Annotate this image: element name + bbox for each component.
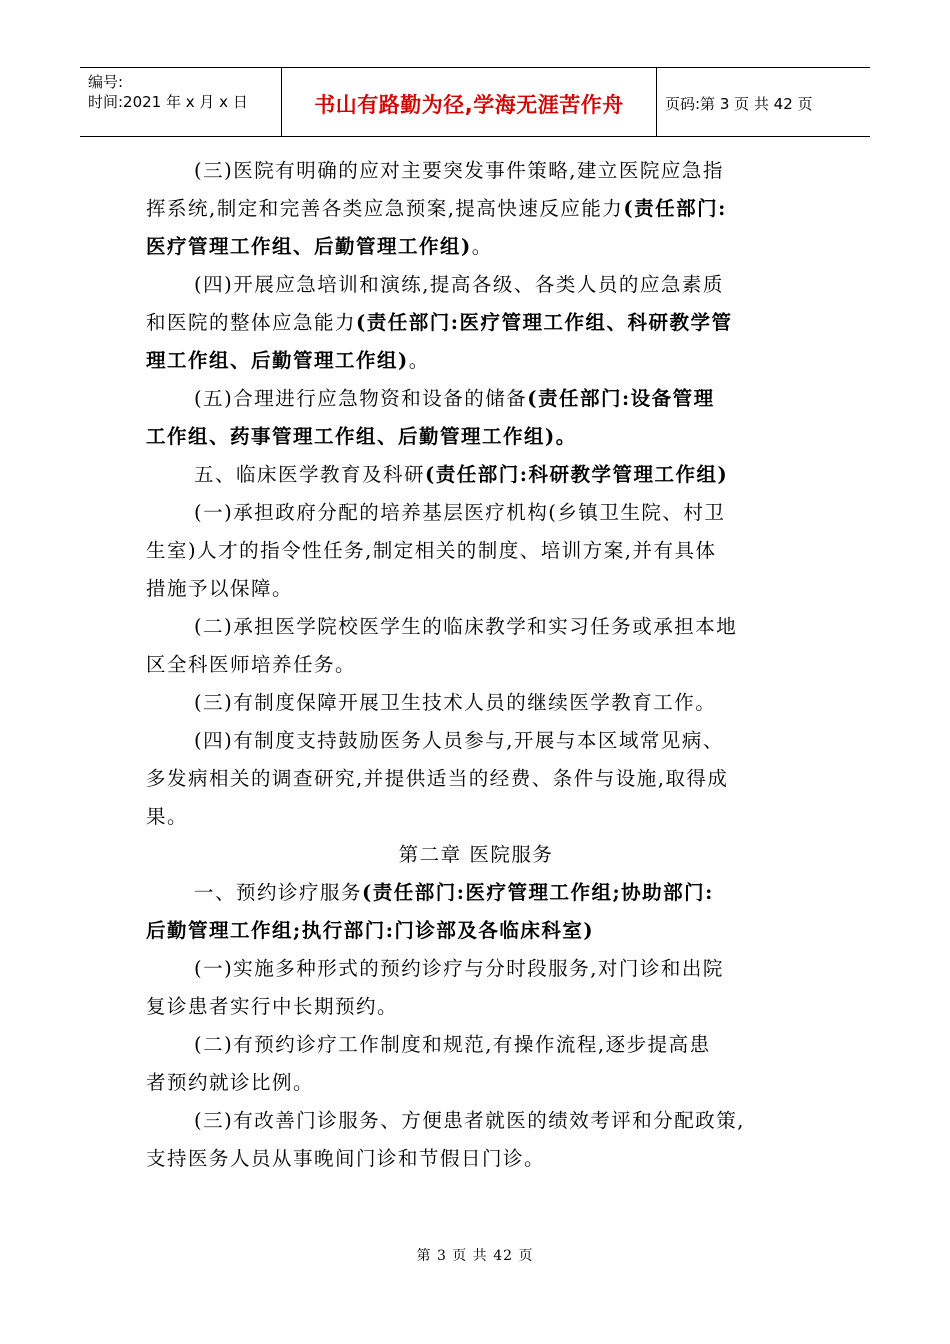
header-number: 编号: [88,73,124,91]
text-segment: (二)有预约诊疗工作制度和规范,有操作流程,逐步提高患 [194,1033,711,1056]
paragraph-line [146,304,806,342]
text-segment: 支持医务人员从事晚间门诊和节假日门诊。 [146,1147,546,1170]
text-segment: (五)合理进行应急物资和设备的储备 [194,387,528,410]
paragraph-line [146,1026,806,1064]
paragraph-line [146,760,806,798]
bold-text-segment: 工作组、药事管理工作组、后勤管理工作组)。 [146,425,577,448]
paragraph-line [146,266,806,304]
text-segment: 多发病相关的调查研究,并提供适当的经费、条件与设施,取得成 [146,767,729,790]
paragraph-line [146,532,806,570]
text-segment: (四)有制度支持鼓励医务人员参与,开展与本区域常见病、 [194,729,724,752]
bold-text-segment: (责任部门:医疗管理工作组、科研教学管 [356,311,733,334]
bold-text-segment: (责任部门:医疗管理工作组;协助部门: [362,881,714,904]
paragraph-line [146,228,806,266]
paragraph-line [146,494,806,532]
text-segment: 区全科医师培养任务。 [146,653,357,676]
paragraph-line [146,798,806,836]
paragraph-line [146,646,806,684]
paragraph-line [146,1140,806,1178]
paragraph-line [146,912,806,950]
header-page-number: 页码:第 3 页 共 42 页 [665,94,813,113]
text-segment: (三)有制度保障开展卫生技术人员的继续医学教育工作。 [194,691,717,714]
text-segment: (四)开展应急培训和演练,提高各级、各类人员的应急素质 [194,273,724,296]
text-segment: 者预约就诊比例。 [146,1071,315,1094]
paragraph-line [146,988,806,1026]
section-heading [146,456,806,494]
text-segment: 和医院的整体应急能力 [146,311,357,334]
bold-text-segment: 理工作组、后勤管理工作组) [146,349,409,372]
paragraph-line [146,1102,806,1140]
paragraph-line [146,1064,806,1102]
text-segment: (二)承担医学院校医学生的临床教学和实习任务或承担本地 [194,615,738,638]
paragraph-line [146,570,806,608]
header-time: 时间:2021 年 x 月 x 日 [88,93,248,111]
paragraph-line [146,152,806,190]
section-heading [146,874,806,912]
text-segment: 措施予以保障。 [146,577,294,600]
document-body [146,152,806,1178]
bold-text-segment: (责任部门: [623,197,727,220]
bold-text-segment: (责任部门:科研教学管理工作组) [425,463,729,486]
header-motto: 书山有路勤为径,学海无涯苦作舟 [282,68,657,136]
paragraph-line [146,418,806,456]
bold-text-segment: 后勤管理工作组;执行部门:门诊部及各临床科室) [146,919,595,942]
paragraph-line [146,684,806,722]
text-segment: 挥系统,制定和完善各类应急预案,提高快速反应能力 [146,197,624,220]
chapter-title [146,836,806,874]
header-meta [80,68,282,136]
text-segment: 果。 [146,805,189,828]
text-segment: 复诊患者实行中长期预约。 [146,995,399,1018]
paragraph-line [146,190,806,228]
text-segment: 一、预约诊疗服务 [194,881,363,904]
text-segment: 。 [408,349,430,372]
page-footer: 第 3 页 共 42 页 [416,1248,534,1264]
paragraph-line [146,608,806,646]
text-segment: 。 [471,235,493,258]
bold-text-segment: (责任部门:设备管理 [527,387,715,410]
paragraph-line [146,950,806,988]
text-segment: (一)承担政府分配的培养基层医疗机构(乡镇卫生院、村卫 [194,501,726,524]
paragraph-line [146,722,806,760]
text-segment: (三)医院有明确的应对主要突发事件策略,建立医院应急指 [194,159,724,182]
paragraph-line [146,380,806,418]
text-segment: 五、临床医学教育及科研 [194,463,426,486]
text-segment: 第二章 医院服务 [398,843,554,866]
text-segment: (三)有改善门诊服务、方便患者就医的绩效考评和分配政策, [194,1109,745,1132]
bold-text-segment: 医疗管理工作组、后勤管理工作组) [146,235,472,258]
text-segment: (一)实施多种形式的预约诊疗与分时段服务,对门诊和出院 [194,957,724,980]
text-segment: 生室)人才的指令性任务,制定相关的制度、培训方案,并有具体 [146,539,717,562]
paragraph-line [146,342,806,380]
page-header [80,67,870,137]
